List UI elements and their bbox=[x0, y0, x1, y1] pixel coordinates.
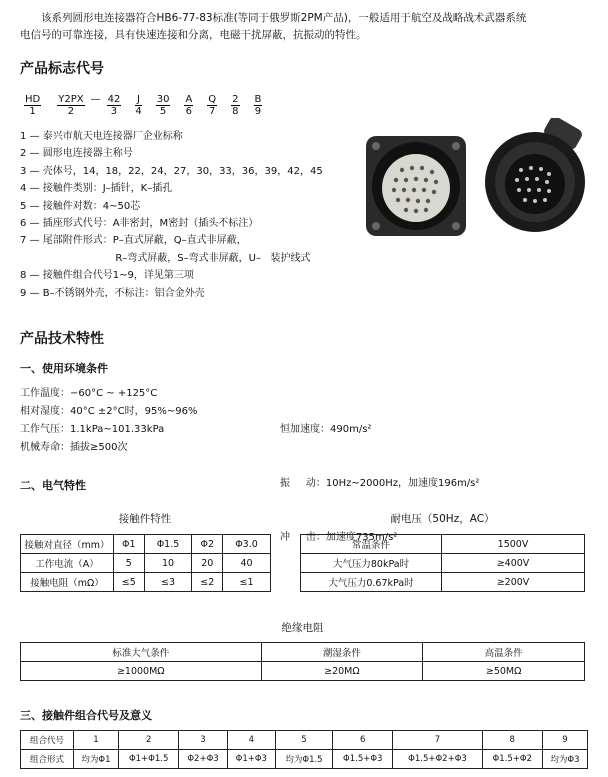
table-cell: 6 bbox=[333, 731, 393, 750]
table-cell: Φ1 bbox=[114, 535, 145, 554]
intro-paragraph bbox=[20, 10, 590, 44]
table-cell: 5 bbox=[275, 731, 332, 750]
code-part-8 bbox=[231, 94, 239, 117]
env-item: 恒加速度：490m/s² bbox=[280, 424, 372, 435]
table-cell: ≤1 bbox=[223, 573, 271, 592]
code-part-2 bbox=[57, 94, 84, 117]
code-value: A bbox=[185, 94, 193, 105]
table-cell: 1500V bbox=[442, 535, 585, 554]
table-cell: 大气压力0.67kPa时 bbox=[301, 573, 442, 592]
table-row bbox=[301, 554, 585, 573]
code-dash: — bbox=[90, 94, 101, 105]
code-index: 6 bbox=[185, 106, 193, 117]
table-cell: 2 bbox=[118, 731, 178, 750]
table-row bbox=[21, 731, 588, 750]
table-cell: ≥400V bbox=[442, 554, 585, 573]
section-title-tech: 产品技术特性 bbox=[20, 331, 104, 347]
combo-table bbox=[20, 730, 588, 769]
table-cell: 4 bbox=[227, 731, 275, 750]
table-row bbox=[21, 535, 271, 554]
table-row bbox=[21, 554, 271, 573]
table-row bbox=[21, 750, 588, 769]
def-item: 5 — 接触件对数：4~50芯 bbox=[20, 200, 141, 212]
table-cell: 均为Φ1 bbox=[74, 750, 119, 769]
table-cell: Φ1+Φ1.5 bbox=[118, 750, 178, 769]
table-cell: 20 bbox=[192, 554, 223, 573]
voltage-table-caption: 耐电压（50Hz，AC） bbox=[390, 513, 495, 525]
connector-plug-image bbox=[475, 118, 595, 238]
table-cell: 组合形式 bbox=[21, 750, 74, 769]
code-part-9 bbox=[254, 94, 263, 117]
env-item: 工作温度：−60°C ~ +125°C bbox=[20, 388, 158, 399]
table-cell: 潮湿条件 bbox=[261, 643, 423, 662]
table-cell: Φ1.5+Φ2 bbox=[482, 750, 542, 769]
def-item: 2 — 圆形电连接器主称号 bbox=[20, 148, 133, 160]
code-part-3 bbox=[107, 94, 122, 117]
table-cell: 5 bbox=[114, 554, 145, 573]
code-value: HD bbox=[25, 94, 41, 105]
table-row bbox=[301, 535, 585, 554]
table-row bbox=[21, 643, 585, 662]
env-item: 机械寿命：插拔≥500次 bbox=[20, 442, 128, 453]
code-value: B bbox=[254, 94, 262, 105]
insulation-table-caption: 绝缘电阻 bbox=[281, 622, 324, 634]
code-value: Q bbox=[208, 94, 217, 105]
table-cell: 均为Φ1.5 bbox=[275, 750, 332, 769]
table-cell: ≥50MΩ bbox=[423, 662, 585, 681]
table-cell: 组合代号 bbox=[21, 731, 74, 750]
code-index: 9 bbox=[254, 106, 262, 117]
table-cell: ≥1000MΩ bbox=[21, 662, 262, 681]
section-title-code: 产品标志代号 bbox=[20, 61, 104, 77]
connector-socket-image bbox=[362, 130, 472, 240]
code-part-7 bbox=[207, 94, 217, 117]
intro-line-1: 该系列圆形电连接器符合HB6-77-83标准(等同于俄罗斯2PM产品)，一般适用于航空及战略战术武器系统 bbox=[41, 12, 527, 24]
code-value: J bbox=[137, 94, 140, 105]
def-item: 6 — 插座形式代号：A非密封，M密封（插头不标注） bbox=[20, 218, 259, 230]
table-row bbox=[21, 662, 585, 681]
code-index: 1 bbox=[29, 106, 36, 117]
insulation-table bbox=[20, 642, 585, 681]
code-value: Y2PX bbox=[58, 94, 84, 105]
table-cell: 7 bbox=[393, 731, 482, 750]
env-item: 工作气压：1.1kPa~101.33kPa bbox=[20, 424, 165, 435]
table-cell: 1 bbox=[74, 731, 119, 750]
env-item: 冲 击：加速度735m/s² bbox=[280, 532, 398, 543]
def-item: 1 — 泰兴市航天电连接器厂企业标称 bbox=[20, 131, 183, 142]
table-cell: 接触对直径（mm） bbox=[21, 535, 114, 554]
code-index: 7 bbox=[209, 106, 216, 117]
elec-title: 二、电气特性 bbox=[20, 479, 86, 492]
table-cell: Φ2+Φ3 bbox=[179, 750, 227, 769]
table-cell: ≥20MΩ bbox=[261, 662, 423, 681]
combo-title: 三、接触件组合代号及意义 bbox=[20, 709, 152, 722]
voltage-table bbox=[300, 534, 585, 592]
table-cell: 大气压力80kPa时 bbox=[301, 554, 442, 573]
def-item: 7 — 尾部附件形式：P–直式屏蔽，Q–直式非屏蔽， bbox=[20, 235, 247, 247]
def-item: 3 — 壳体号，14，18，22，24，27，30，33，36，39，42，45 bbox=[20, 165, 323, 177]
table-cell: 标准大气条件 bbox=[21, 643, 262, 662]
code-index: 3 bbox=[110, 106, 118, 117]
code-index: 4 bbox=[135, 106, 142, 117]
code-index: 8 bbox=[232, 106, 239, 117]
contact-table-caption: 接触件特性 bbox=[118, 513, 172, 525]
table-cell: Φ1.5+Φ3 bbox=[333, 750, 393, 769]
code-index: 2 bbox=[67, 106, 75, 117]
table-cell: 9 bbox=[542, 731, 587, 750]
table-cell: Φ1.5+Φ2+Φ3 bbox=[393, 750, 482, 769]
intro-line-2: 电信号的可靠连接，具有快速连接和分离，电磁干扰屏蔽，抗振动的特性。 bbox=[20, 29, 367, 41]
env-item: 振 动：10Hz~2000Hz，加速度196m/s² bbox=[280, 478, 480, 489]
contact-table bbox=[20, 534, 271, 592]
code-value: 30 bbox=[156, 94, 170, 105]
table-cell: ≥200V bbox=[442, 573, 585, 592]
def-item: 4 — 接触件类别：J–插针，K–插孔 bbox=[20, 183, 173, 195]
table-cell: Φ3.0 bbox=[223, 535, 271, 554]
env-left-list bbox=[20, 385, 197, 457]
code-index: 5 bbox=[159, 106, 167, 117]
table-cell: ≤3 bbox=[144, 573, 192, 592]
code-value: 42 bbox=[107, 94, 121, 105]
code-definitions bbox=[20, 128, 323, 302]
table-cell: 40 bbox=[223, 554, 271, 573]
table-cell: Φ1+Φ3 bbox=[227, 750, 275, 769]
table-cell: 工作电流（A） bbox=[21, 554, 114, 573]
table-cell: 高温条件 bbox=[423, 643, 585, 662]
product-code bbox=[24, 94, 268, 117]
table-cell: 8 bbox=[482, 731, 542, 750]
table-row bbox=[301, 573, 585, 592]
env-item: 相对湿度：40°C ±2°C时，95%~96% bbox=[20, 406, 198, 417]
code-value: 2 bbox=[232, 94, 239, 105]
table-cell: 10 bbox=[144, 554, 192, 573]
table-cell: Φ1.5 bbox=[144, 535, 192, 554]
code-part-1 bbox=[24, 94, 41, 117]
env-title: 一、使用环境条件 bbox=[20, 362, 108, 375]
table-cell: ≤5 bbox=[114, 573, 145, 592]
code-part-5 bbox=[156, 94, 171, 117]
code-part-4 bbox=[135, 94, 141, 117]
def-item: 9 — B–不锈钢外壳，不标注：铝合金外壳 bbox=[20, 287, 205, 299]
table-row bbox=[21, 573, 271, 592]
table-cell: Φ2 bbox=[192, 535, 223, 554]
table-cell: 常温条件 bbox=[301, 535, 442, 554]
def-item: 8 — 接触件组合代号1~9，详见第三项 bbox=[20, 270, 194, 282]
code-part-6 bbox=[184, 94, 193, 117]
def-item: R–弯式屏蔽，S–弯式非屏蔽，U– 装护线式 bbox=[20, 252, 311, 264]
table-cell: 接触电阻（mΩ） bbox=[21, 573, 114, 592]
table-cell: 均为Φ3 bbox=[542, 750, 587, 769]
table-cell: 3 bbox=[179, 731, 227, 750]
table-cell: ≤2 bbox=[192, 573, 223, 592]
